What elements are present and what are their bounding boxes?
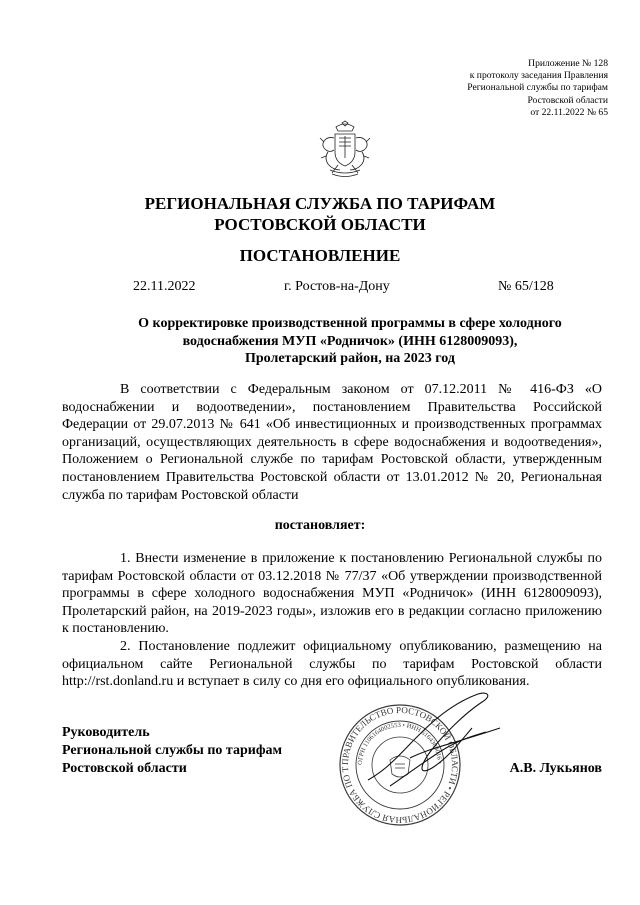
handwritten-signature — [360, 688, 510, 803]
svg-text:ОГРН 1106164002553 • ИНН 61643: ОГРН 1106164002553 • ИНН 6164300016 • — [356, 721, 443, 766]
annex-line: к протоколу заседания Правления — [469, 70, 608, 82]
document-number: № 65/128 — [498, 279, 554, 294]
coat-of-arms-icon — [316, 120, 374, 185]
signatory-title-line: Региональной службы по тарифам — [62, 743, 283, 759]
annex-line: Ростовской области — [527, 94, 608, 106]
signatory-name: А.В. Лукьянов — [509, 761, 602, 776]
signatory-title — [62, 724, 282, 779]
decree-item-2: 2. Постановление подлежит официальному опубликованию, размещению на официальном сайте Региональной службы по тарифам Ростовской области http://rst.donland.ru и вступает в силу со дня его официального опубликования. — [62, 639, 602, 690]
document-subject — [60, 315, 640, 368]
subject-line: Пролетарский район, на 2023 год — [245, 351, 455, 366]
organization-title-line: РОСТОВСКОЙ ОБЛАСТИ — [214, 215, 426, 234]
signatory-title-line: Руководитель — [62, 725, 150, 740]
annex-line: Региональной службы по тарифам — [467, 82, 608, 94]
decree-item-1: 1. Внести изменение в приложение к постановлению Региональной службы по тарифам Ростовской области от 03.12.2018 № 77/37 «Об утверждении производственной программы в сфере холодного водоснабжения МУП «Родничок» (ИНН 6128009093), Пролетарский район, на 2019-2023 годы», изложив его в редакции согласно приложению к постановлению. — [62, 551, 602, 637]
annex-note — [368, 58, 608, 119]
signatory-title-line: Ростовской области — [62, 761, 187, 777]
preamble-paragraph: В соответствии с Федеральным законом от 07.12.2011 № 416-ФЗ «О водоснабжении и водоотведении», постановлением Правительства Российской Федерации от 29.07.2013 № 641 «Об инвестиционных и производственных программах организаций, осуществляющих деятельность в сфере водоснабжения и водоотведения», Положением о Региональной службе по тарифам Ростовской области, утвержденным постановлением Правительства Ростовской области от 13.01.2012 № 20, Региональная служба по тарифам Ростовской области — [62, 382, 602, 503]
document-type: ПОСТАНОВЛЕНИЕ — [239, 246, 401, 265]
svg-text:ПРАВИТЕЛЬСТВО РОСТОВСКОЙ ОБЛАС: ПРАВИТЕЛЬСТВО РОСТОВСКОЙ ОБЛАСТИ • РЕГИОНАЛЬНАЯ СЛУЖБА ПО Т — [339, 704, 461, 826]
document-date: 22.11.2022 — [133, 279, 196, 294]
organization-title-line: РЕГИОНАЛЬНАЯ СЛУЖБА ПО ТАРИФАМ — [144, 194, 496, 213]
document-place: г. Ростов-на-Дону — [284, 279, 390, 294]
organization-title — [0, 193, 640, 235]
annex-line: от 22.11.2022 № 65 — [530, 106, 608, 118]
subject-line: О корректировке производственной программы в сфере холодного — [138, 316, 562, 331]
annex-line: Приложение № 128 — [528, 58, 608, 69]
subject-line: водоснабжения МУП «Родничок» (ИНН 6128009093), — [182, 333, 518, 349]
decrees-heading: постановляет: — [274, 518, 366, 533]
